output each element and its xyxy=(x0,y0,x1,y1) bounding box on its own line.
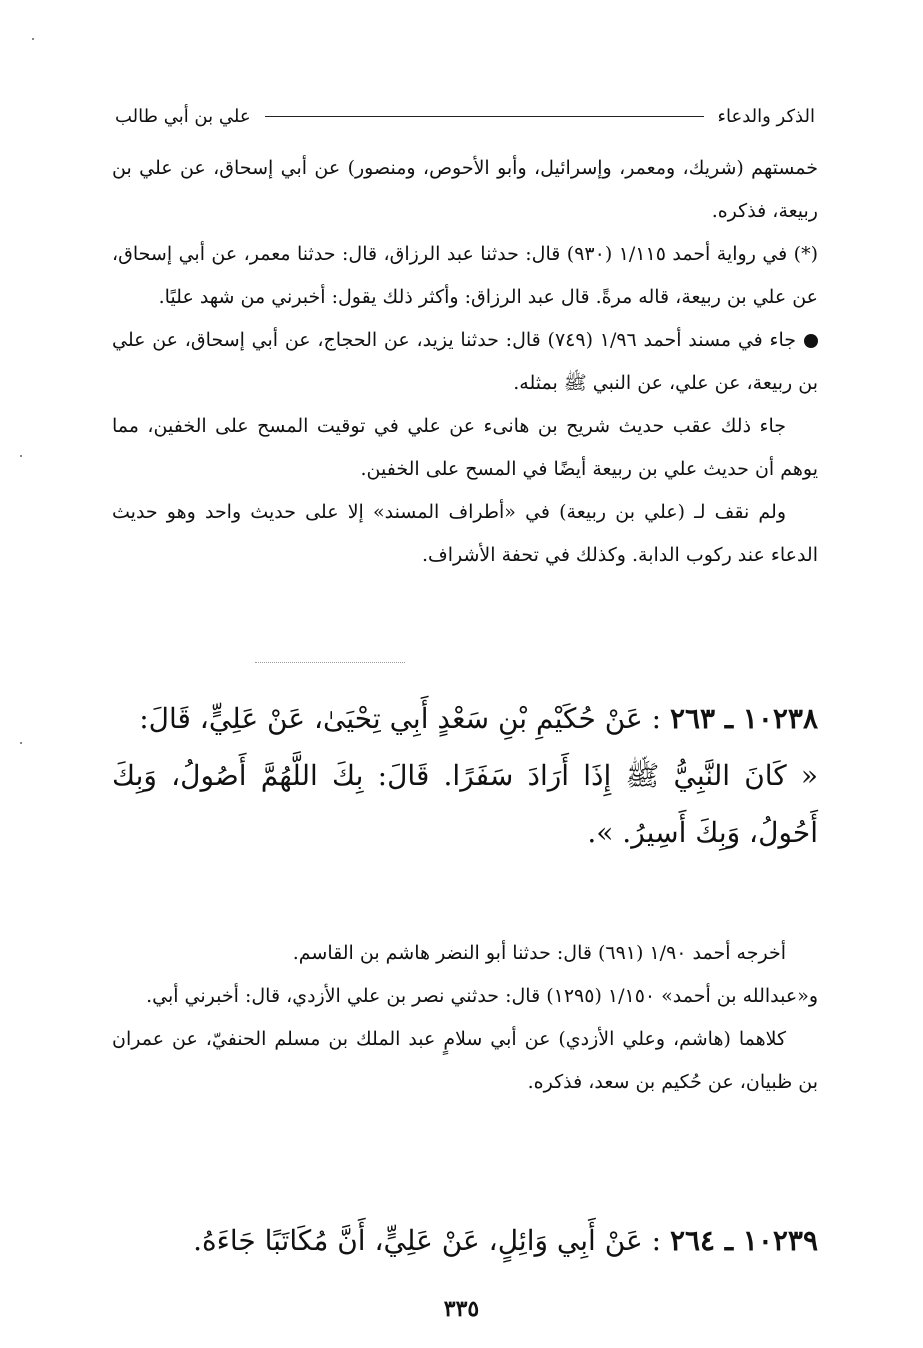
takhrij-paragraph: كلاهما (هاشم، وعلي الأزدي) عن أبي سلامٍ عبد الملك بن مسلم الحنفيّ، عن عمران بن ظبيان، عن حُكيم بن سعد، فذكره. xyxy=(112,1028,818,1093)
hadith-number: ١٠٢٣٨ ـ ٢٦٣ xyxy=(669,702,818,735)
footnotes-top xyxy=(112,147,818,577)
running-header xyxy=(115,100,815,132)
note-paragraph: جاء ذلك عقب حديث شريح بن هانىء عن علي في توقيت المسح على الخفين، مما يوهم أن حديث علي بن ربيعة أيضًا في المسح على الخفين. xyxy=(112,415,818,480)
hadith-number: ١٠٢٣٩ ـ ٢٦٤ xyxy=(669,1224,818,1257)
section-separator xyxy=(255,662,405,663)
note-paragraph: ولم نقف لـ (علي بن ربيعة) في «أطراف المسند» إلا على حديث واحد وهو حديث الدعاء عند ركوب الدابة. وكذلك في تحفة الأشراف. xyxy=(112,501,818,566)
note-paragraph xyxy=(112,319,818,405)
hadith-heading xyxy=(112,1212,818,1269)
note-paragraph: خمستهم (شريك، ومعمر، وإسرائيل، وأبو الأحوص، ومنصور) عن أبي إسحاق، عن علي بن ربيعة، فذكره. xyxy=(112,157,818,222)
scan-speck xyxy=(32,38,34,40)
note-text: جاء في مسند أحمد ١/٩٦ (٧٤٩) قال: حدثنا يزيد، عن الحجاج، عن أبي إسحاق، عن علي بن ربيعة، عن علي، عن النبي ﷺ بمثله. xyxy=(112,329,818,394)
scan-speck xyxy=(20,742,22,744)
header-book-title: الذكر والدعاء xyxy=(717,105,815,127)
hadith-block xyxy=(112,690,818,861)
hadith-isnad: : عَنْ حُكَيْمِ بْنِ سَعْدٍ أَبِي تِحْيَىٰ، عَنْ عَلِيٍّ، قَالَ: xyxy=(139,702,662,735)
takhrij-block xyxy=(112,932,818,1104)
bullet-icon xyxy=(804,334,818,348)
hadith-isnad: : عَنْ أَبِي وَائِلٍ، عَنْ عَلِيٍّ، أَنَّ مُكَاتَبًا جَاءَهُ. xyxy=(193,1224,662,1257)
note-paragraph: (*) في رواية أحمد ١/١١٥ (٩٣٠) قال: حدثنا عبد الرزاق، قال: حدثنا معمر، عن أبي إسحاق، عن علي بن ربيعة، قاله مرةً. قال عبد الرزاق: وأكثر ذلك يقول: أخبرني من شهد عليًا. xyxy=(112,243,819,308)
page-number: ٣٣٥ xyxy=(443,1296,480,1322)
hadith-block xyxy=(112,1212,818,1269)
takhrij-paragraph: و«عبدالله بن أحمد» ١/١٥٠ (١٢٩٥) قال: حدثني نصر بن علي الأزدي، قال: أخبرني أبي. xyxy=(146,985,818,1007)
scan-speck xyxy=(20,455,22,457)
hadith-matn: « كَانَ النَّبِيُّ ﷺ إِذَا أَرَادَ سَفَرًا. قَالَ: بِكَ اللَّهُمَّ أَصُولُ، وَبِكَ أَحُولُ، وَبِكَ أَسِيرُ. ». xyxy=(112,759,818,849)
hadith-heading xyxy=(112,690,818,747)
takhrij-paragraph: أخرجه أحمد ١/٩٠ (٦٩١) قال: حدثنا أبو النضر هاشم بن القاسم. xyxy=(292,942,786,964)
header-section-title: علي بن أبي طالب xyxy=(115,105,251,127)
header-rule xyxy=(265,116,704,117)
